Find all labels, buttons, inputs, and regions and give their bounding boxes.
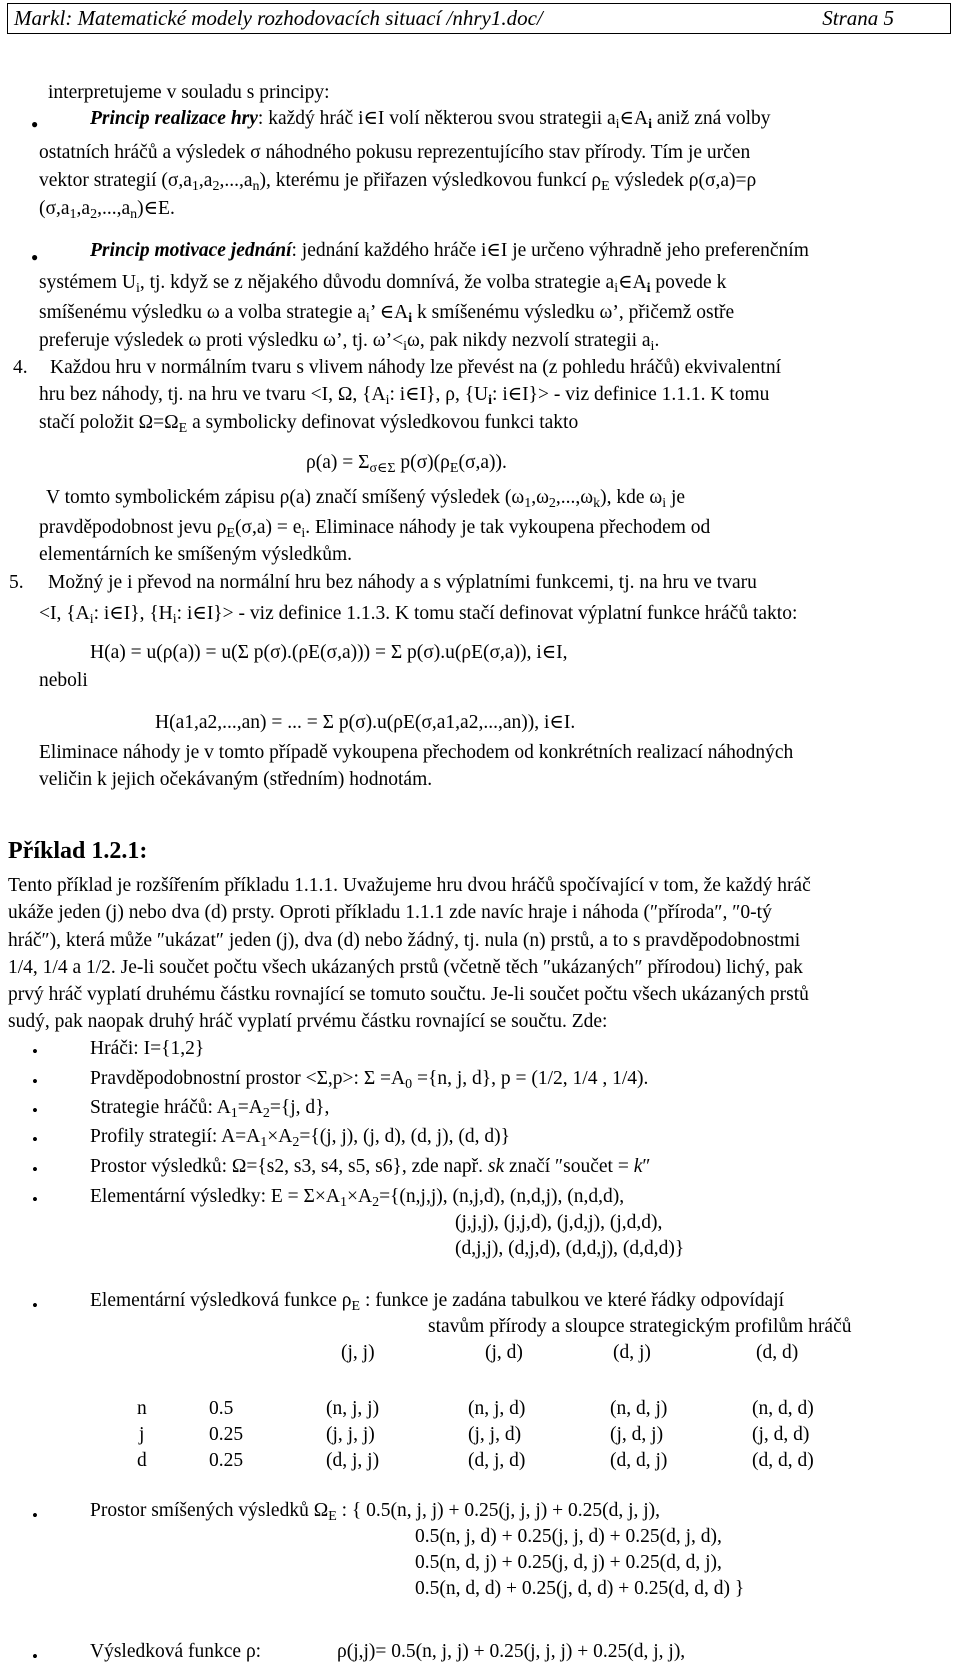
bullet-outcome-function: Výsledková funkce ρ: xyxy=(90,1641,262,1662)
example-paragraph-line-1: Tento příklad je rozšířením příkladu 1.1.1. Uvažujeme hru dvou hráčů spočívající v tom, že každý hráč xyxy=(8,875,811,896)
bullet-mixed-outcomes-space: Prostor smíšených výsledků $\Omega_E$ : { 0.5(n, j, j) + 0.25(j, j, j) + 0.25(d, j, j), xyxy=(90,1500,661,1524)
principle-realization-line-3: vektor strategií $(\sigma,a_1,a_2,...,a_n)$, kterému je přiřazen výsledkovou funkcí $\rho_E$ výsledek ρ(σ,a)=ρ xyxy=(39,170,757,194)
mixed-outcomes-line-4: 0.5(n, d, d) + 0.25(j, d, d) + 0.25(d, d, d) } xyxy=(415,1578,745,1599)
table-header: (d, d) xyxy=(756,1342,799,1363)
table-cell: (d, j, j) xyxy=(326,1450,380,1471)
table-header: (d, j) xyxy=(613,1342,651,1363)
point5-neboli: neboli xyxy=(39,670,88,691)
outcome-function-line-2: stavům přírody a sloupce strategickým profilům hráčů xyxy=(428,1316,852,1337)
table-cell: (j, d, j) xyxy=(610,1424,664,1445)
outcome-function-formula: ρ(j,j)= 0.5(n, j, j) + 0.25(j, j, j) + 0.25(d, j, j), xyxy=(337,1641,686,1662)
bullet-dot: • xyxy=(32,1101,38,1120)
item-number-4: 4. xyxy=(13,357,28,378)
bullet-dot: • xyxy=(32,1130,38,1149)
principle-motivation-line-2: systémem $U_i$, tj. když se z nějakého důvodu domnívá, že volba strategie $a_i\in A_i$ povede k xyxy=(39,272,727,296)
point4-line-5: pravděpodobnost jevu $\rho_E(\sigma,a) = e_i$. Eliminace náhody je tak vykoupena přechodem od xyxy=(39,517,711,541)
table-cell: (d, d, d) xyxy=(752,1450,814,1471)
bullet-dot: • xyxy=(32,1506,38,1525)
mixed-outcomes-line-3: 0.5(n, d, j) + 0.25(j, d, j) + 0.25(d, d, j), xyxy=(415,1552,722,1573)
point5-formula-2: H(a1,a2,...,an) = ... = Σ p(σ).u(ρE(σ,a1,a2,...,an)), i∈I. xyxy=(155,712,576,733)
example-paragraph-line-4: 1/4, 1/4 a 1/2. Je-li součet počtu všech ukázaných prstů (včetně těch ″ukázaných″ přírodou) lichý, pak xyxy=(8,957,803,978)
bullet-dot: ● xyxy=(31,117,39,131)
table-cell-state: j xyxy=(139,1424,145,1445)
table-cell: (j, j, j) xyxy=(326,1424,375,1445)
point5-line-3: Eliminace náhody je v tomto případě vykoupena přechodem od konkrétních realizací náhodných xyxy=(39,742,794,763)
table-header: (j, j) xyxy=(341,1342,375,1363)
table-cell: (n, d, d) xyxy=(752,1398,814,1419)
bullet-elementary-outcomes: Elementární výsledky: $E = \Sigma\times A_1\times A_2=\{(n,j,j)$, (n,j,d), (n,d,j), (n,d,d), xyxy=(90,1186,625,1210)
bullet-dot: ● xyxy=(31,250,39,264)
table-cell-probability: 0.25 xyxy=(209,1424,244,1445)
principle-motivation-line-3: smíšenému výsledku ω a volba strategie $a_i$’ $\in A_i$ k smíšenému výsledku ω’, přičemž ostře xyxy=(39,302,735,326)
bullet-strategies: Strategie hráčů: $A_1=A_2=\{j$, d}, xyxy=(90,1097,330,1121)
table-cell: (d, j, d) xyxy=(468,1450,526,1471)
page-header xyxy=(7,3,951,34)
point4-line-2: hru bez náhody, tj. na hru ve tvaru <I, Ω, {$A_i$: i∈I}, ρ, {$U_i$: i∈I}> - viz definice 1.1.1. K tomu xyxy=(39,384,770,408)
table-cell-state: n xyxy=(137,1398,147,1419)
point5-line-2: <I, {$A_i$: i∈I}, {$H_i$: i∈I}> - viz definice 1.1.3. K tomu stačí definovat výplatní funkce hráčů takto: xyxy=(39,603,798,627)
table-cell-probability: 0.25 xyxy=(209,1450,244,1471)
point4-line-6: elementárních ke smíšeným výsledkům. xyxy=(39,544,353,565)
intro-line: interpretujeme v souladu s principy: xyxy=(48,82,330,103)
bullet-dot: • xyxy=(32,1296,38,1315)
bullet-elementary-outcome-function: Elementární výsledková funkce $\rho_E$ : funkce je zadána tabulkou ve které řádky odpovídají xyxy=(90,1290,785,1314)
elementary-outcomes-line-3: (d,j,j), (d,j,d), (d,d,j), (d,d,d)} xyxy=(455,1238,685,1259)
bullet-dot: • xyxy=(32,1072,38,1091)
bullet-dot: • xyxy=(32,1042,38,1061)
table-cell: (n, d, j) xyxy=(610,1398,668,1419)
table-cell: (j, d, d) xyxy=(752,1424,810,1445)
bullet-dot: • xyxy=(32,1160,38,1179)
table-cell: (d, d, j) xyxy=(610,1450,668,1471)
principle-motivation-line-4: preferuje výsledek ω proti výsledku ω’, tj. $\omega’<_i\omega$, pak nikdy nezvolí strategii $a_i$. xyxy=(39,330,660,354)
point4-formula: $\rho(a) = \Sigma_{\sigma\in\Sigma}$ $p(\sigma)(\rho_E(\sigma,a))$. xyxy=(306,452,507,476)
point4-line-1: Každou hru v normálním tvaru s vlivem náhody lze převést na (z pohledu hráčů) ekvivalentní xyxy=(50,357,782,378)
principle-motivation-line-1: Princip motivace jednání: jednání každého hráče i∈I je určeno výhradně jeho preferenčním xyxy=(90,240,809,261)
bullet-dot: • xyxy=(32,1647,38,1666)
bullet-probability-space: Pravděpodobnostní prostor <Σ,p>: $\Sigma =A_0 =\{n$, j, d}, p = (1/2, 1/4 , 1/4). xyxy=(90,1068,649,1092)
table-cell: (j, j, d) xyxy=(468,1424,522,1445)
mixed-outcomes-line-2: 0.5(n, j, d) + 0.25(j, j, d) + 0.25(d, j, d), xyxy=(415,1526,722,1547)
bullet-dot: • xyxy=(32,1190,38,1209)
example-heading: Příklad 1.2.1: xyxy=(8,838,148,864)
principle-realization-line-1: Princip realizace hry: každý hráč i∈I volí některou svou strategii $a_i\in A_i$ aniž zná volby xyxy=(90,108,771,132)
item-number-5: 5. xyxy=(9,572,24,593)
point5-line-4: veličin k jejich očekávaným (středním) hodnotám. xyxy=(39,769,433,790)
point5-line-1: Možný je i převod na normální hru bez náhody a s výplatními funkcemi, tj. na hru ve tvaru xyxy=(48,572,757,593)
table-cell-probability: 0.5 xyxy=(209,1398,234,1419)
point5-formula-1: H(a) = u(ρ(a)) = u(Σ p(σ).(ρE(σ,a))) = Σ p(σ).u(ρE(σ,a)), i∈I, xyxy=(90,642,568,663)
example-paragraph-line-6: sudý, pak naopak druhý hráč vyplatí prvému částku rovnající se součtu. Zde: xyxy=(8,1011,608,1032)
header-document-title: Markl: Matematické modely rozhodovacích situací /nhry1.doc/ xyxy=(14,6,543,30)
bullet-outcome-space: Prostor výsledků: Ω={s2, s3, s4, s5, s6}, zde např. sk značí ″součet = k″ xyxy=(90,1156,651,1177)
table-header: (j, d) xyxy=(485,1342,523,1363)
point4-line-4: V tomto symbolickém zápisu ρ(a) značí smíšený výsledek $(\omega_1,\omega_2,...,\omega_k)$, kde $\omega_i$ je xyxy=(46,487,686,511)
principle-realization-line-4: $(\sigma,a_1,a_2,...,a_n)\in E$. xyxy=(39,198,175,222)
point4-line-3: stačí položit $\Omega=\Omega_E$ a symbolicky definovat výsledkovou funkci takto xyxy=(39,412,579,436)
example-paragraph-line-2: ukáže jeden (j) nebo dva (d) prsty. Oproti příkladu 1.1.1 zde navíc hraje i náhoda (″příroda″, ″0-tý xyxy=(8,902,772,923)
bullet-strategy-profiles: Profily strategií: $A=A_1\times A_2=\{(j$, j), (j, d), (d, j), (d, d)} xyxy=(90,1126,510,1150)
header-page-number: Strana 5 xyxy=(822,6,894,30)
elementary-outcomes-line-2: (j,j,j), (j,j,d), (j,d,j), (j,d,d), xyxy=(455,1212,663,1233)
example-paragraph-line-3: hráč″), která může ″ukázat″ jeden (j), dva (d) nebo žádný, tj. nula (n) prstů, a to s pravděpodobnostmi xyxy=(8,930,801,951)
table-cell-state: d xyxy=(137,1450,147,1471)
example-paragraph-line-5: prvý hráč vyplatí druhému částku rovnající se tomuto součtu. Je-li součet počtu všech ukázaných prstů xyxy=(8,984,809,1005)
table-cell: (n, j, j) xyxy=(326,1398,380,1419)
principle-realization-line-2: ostatních hráčů a výsledek σ náhodného pokusu reprezentujícího stav přírody. Tím je určen xyxy=(39,142,751,163)
table-cell: (n, j, d) xyxy=(468,1398,526,1419)
bullet-players: Hráči: I={1,2} xyxy=(90,1038,205,1059)
